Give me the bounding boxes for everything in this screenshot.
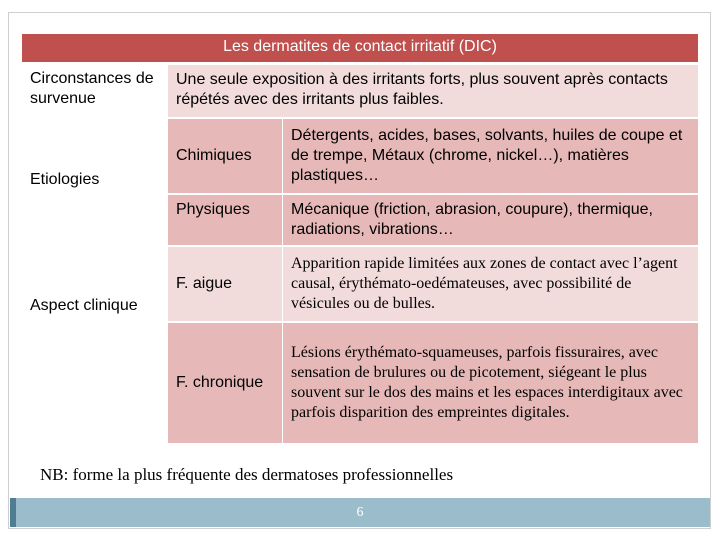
chimiques-text: Détergents, acides, bases, solvants, huiles de coupe et de trempe, Métaux (chrome, nickel…), matières plastiques… <box>283 119 698 193</box>
etiologies-label: Etiologies <box>22 120 164 240</box>
circonstances-label: Circonstances de survenue <box>22 65 164 113</box>
physiques-label: Physiques <box>168 195 282 245</box>
aspect-clinique-label: Aspect clinique <box>22 296 164 320</box>
footnote: NB: forme la plus fréquente des dermatoses professionnelles <box>40 465 454 484</box>
circonstances-text: Une seule exposition à des irritants forts, plus souvent après contacts répétés avec des irritants plus faibles. <box>168 65 698 117</box>
aigue-text: Apparition rapide limitées aux zones de contact avec l’agent causal, érythémato-oedémateuses, avec possibilité de vésicules ou de bulles. <box>283 247 698 321</box>
table-title: Les dermatites de contact irritatif (DIC) <box>22 34 698 62</box>
chronique-text: Lésions érythémato-squameuses, parfois fissuraires, avec sensation de brulures ou de picotement, siégeant le plus souvent sur le dos des mains et les espaces interdigitaux avec parfois disparition des empreintes digitales. <box>283 323 698 443</box>
physiques-text: Mécanique (friction, abrasion, coupure), thermique, radiations, vibrations… <box>283 195 698 245</box>
footer-accent <box>10 498 16 527</box>
aigue-label: F. aigue <box>168 247 282 321</box>
page-number: 6 <box>356 504 364 520</box>
chronique-label: F. chronique <box>168 323 282 443</box>
chimiques-label: Chimiques <box>168 119 282 193</box>
